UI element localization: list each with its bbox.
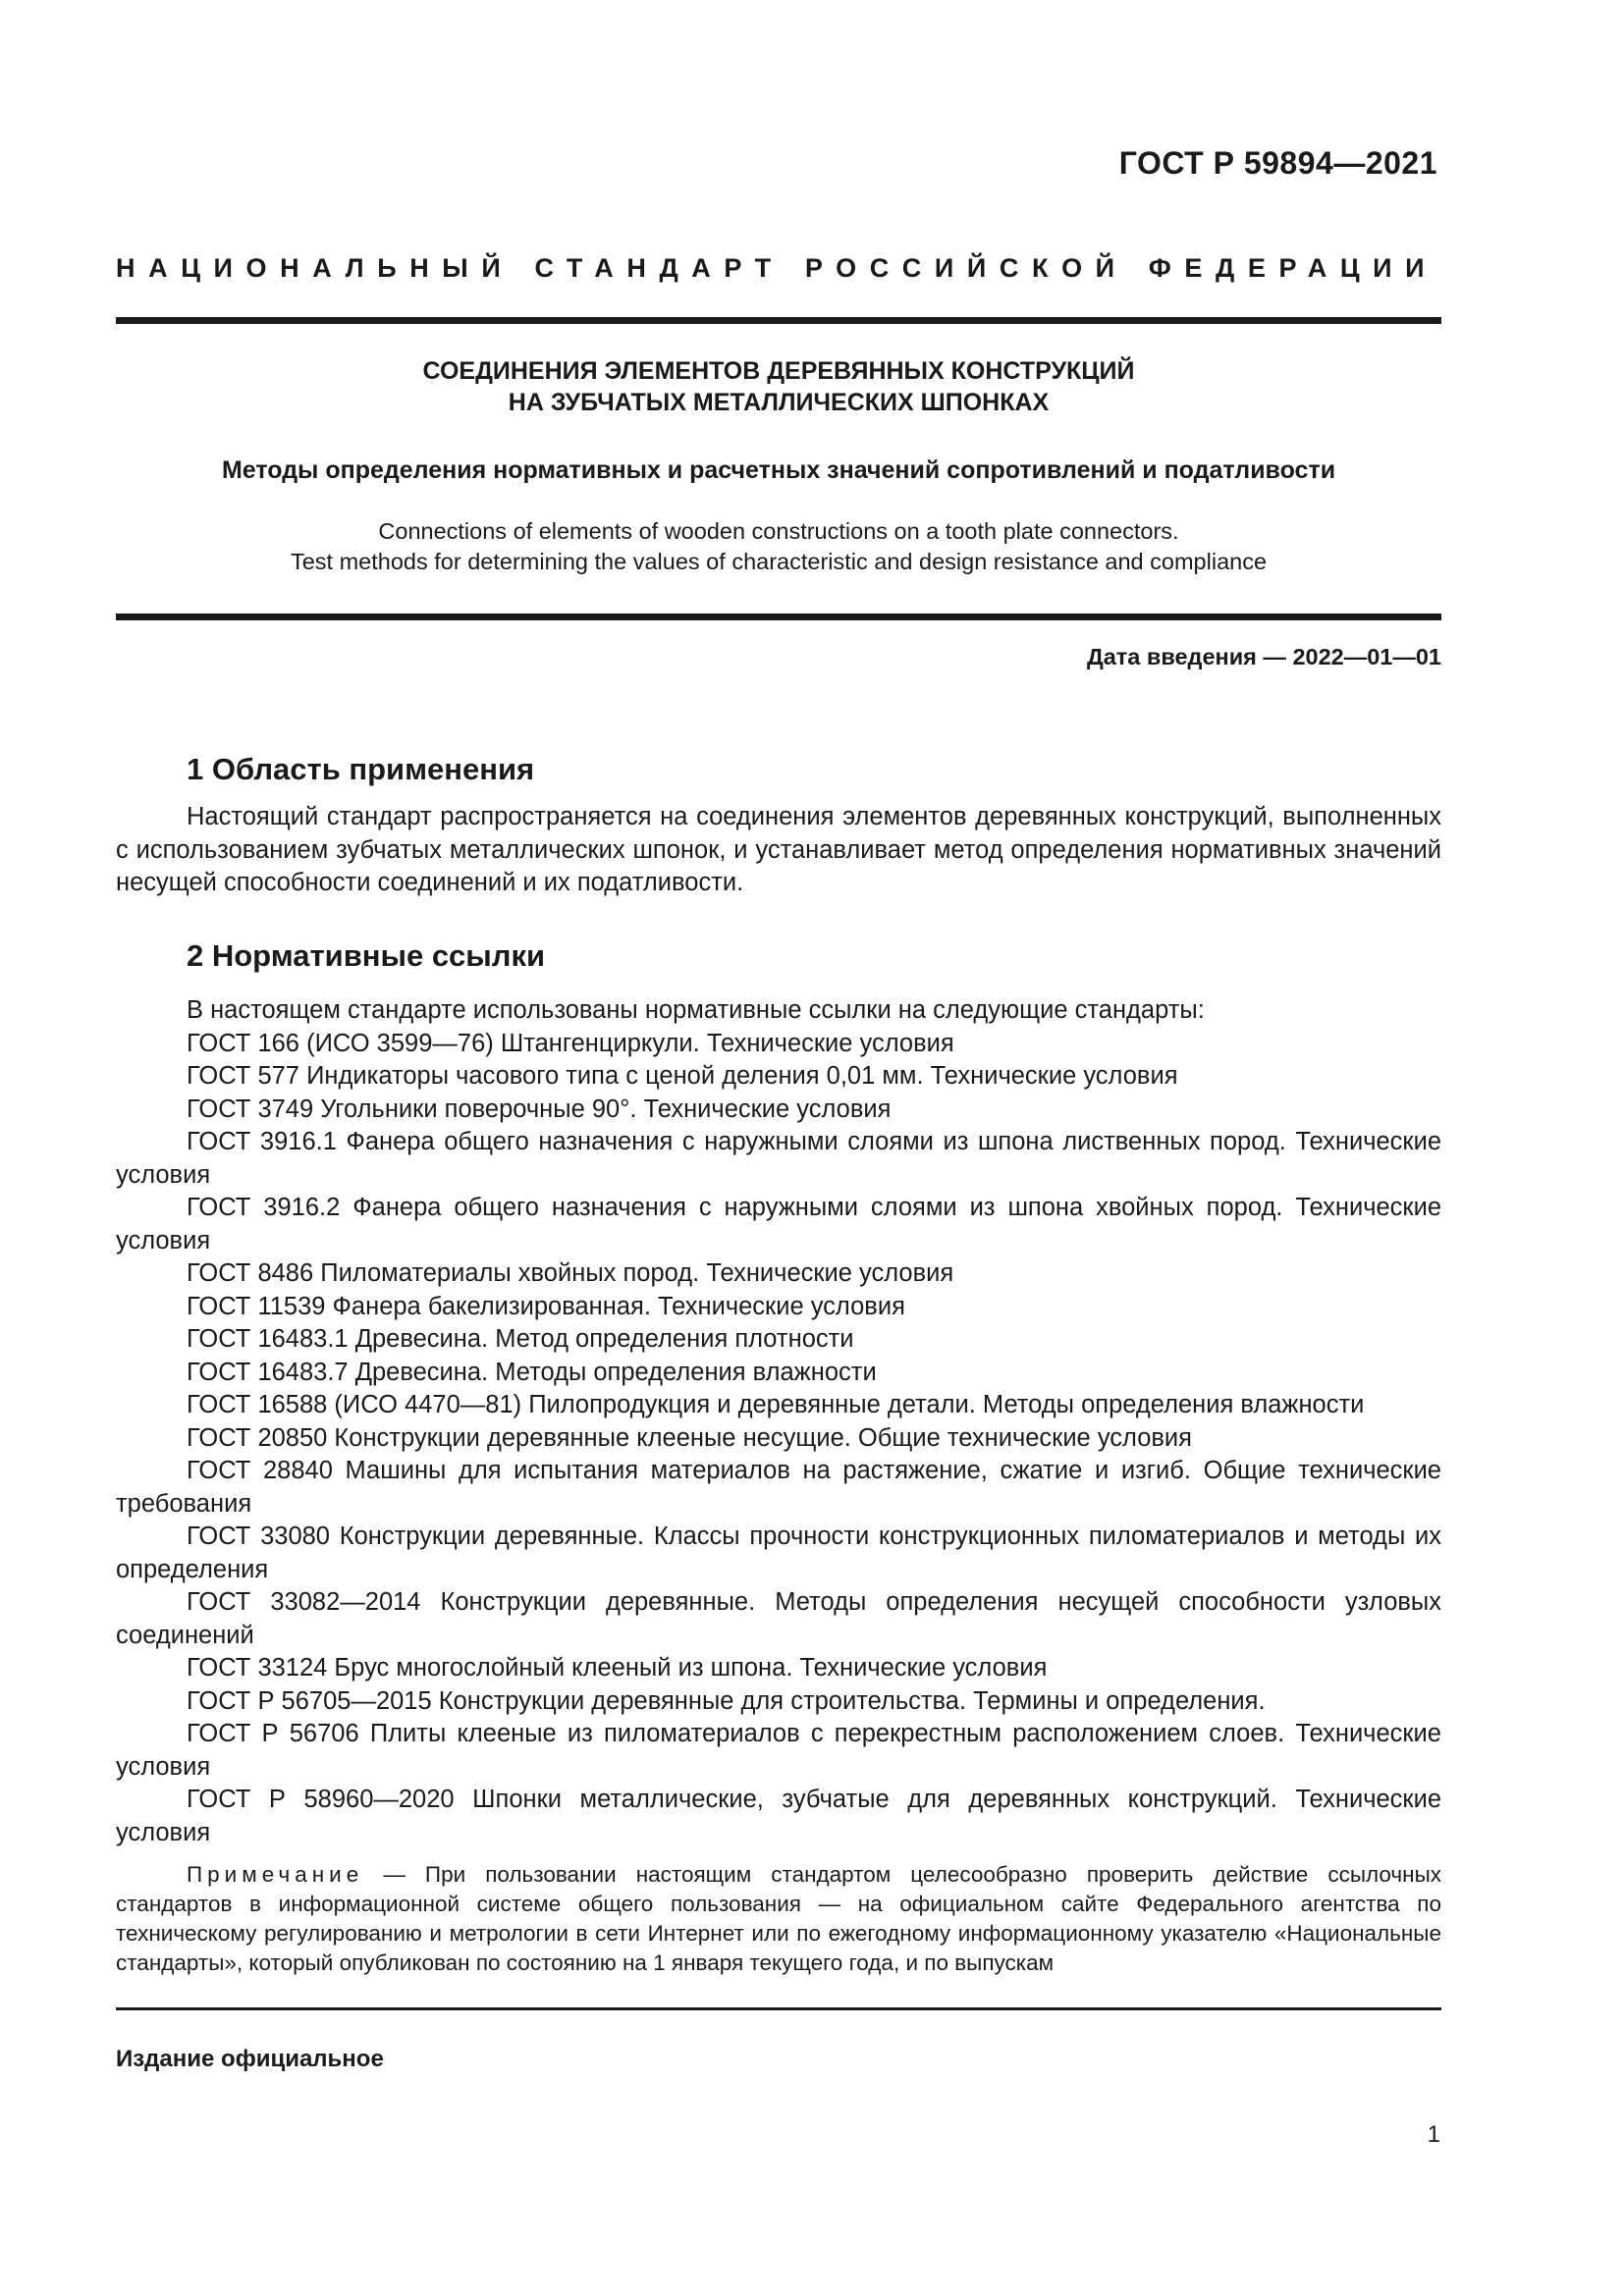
reference-item: ГОСТ Р 56705—2015 Конструкции деревянные для строительства. Термины и определения. [187,1686,1266,1715]
section-1-heading: 1 Область применения [187,752,535,786]
section-1-paragraph: Настоящий стандарт распространяется на соединения элементов деревянных конструкций, выполненных с использованием зубчатых металлических шпонок, и устанавливает метод определения нормативных значений несущей способности соединений и их податливости. [116,803,1441,896]
national-standard-banner: НАЦИОНАЛЬНЫЙ СТАНДАРТ РОССИЙСКОЙ ФЕДЕРАЦИИ [116,253,1438,283]
section-2-heading: 2 Нормативные ссылки [187,938,546,973]
english-title-line-1: Connections of elements of wooden constructions on a tooth plate connectors. [378,518,1179,544]
english-title [116,516,1441,577]
note-paragraph [116,1860,1441,1978]
reference-item: ГОСТ Р 58960—2020 Шпонки металлические, зубчатые для деревянных конструкций. Технические условия [116,1786,1441,1846]
document-code: ГОСТ Р 59894—2021 [1118,145,1437,181]
reference-item: ГОСТ 3749 Угольники поверочные 90°. Технические условия [187,1095,892,1123]
english-title-line-2: Test methods for determining the values of characteristic and design resistance and compliance [290,549,1268,574]
date-introduction: Дата введения — 2022—01—01 [1086,644,1441,669]
document-subtitle: Методы определения нормативных и расчетных значений сопротивлений и податливости [221,456,1336,484]
page-number: 1 [1427,2121,1440,2148]
reference-item: ГОСТ 33124 Брус многослойный клееный из шпона. Технические условия [187,1654,1048,1682]
title-line-2: НА ЗУБЧАТЫХ МЕТАЛЛИЧЕСКИХ ШПОНКАХ [508,389,1050,416]
document-title [116,355,1441,418]
references-intro: В настоящем стандарте использованы нормативные ссылки на следующие стандарты: [187,996,1205,1024]
header-divider [116,317,1441,324]
reference-item: ГОСТ 577 Индикаторы часового типа с ценой деления 0,01 мм. Технические условия [187,1062,1178,1090]
reference-item: ГОСТ 166 (ИСО 3599—76) Штангенциркули. Технические условия [187,1029,954,1057]
reference-item: ГОСТ 11539 Фанера бакелизированная. Технические условия [187,1292,905,1320]
note-text: — При пользовании настоящим стандартом целесообразно проверить действие ссылочных стандартов в информационной системе общего пользования — на официальном сайте Федерального агентства по техническому регулированию и метрологии в сети Интернет или по ежегодному информационному указателю «Национальные стандарты», который опубликован по состоянию на 1 января текущего года, и по выпускам [116,1862,1441,1975]
reference-item: ГОСТ 20850 Конструкции деревянные клееные несущие. Общие технические условия [187,1423,1192,1452]
reference-item: ГОСТ 3916.2 Фанера общего назначения с наружными слоями из шпона хвойных пород. Технические условия [116,1194,1441,1255]
official-edition-label: Издание официальное [116,2046,384,2072]
reference-item: ГОСТ 33080 Конструкции деревянные. Классы прочности конструкционных пиломатериалов и методы их определения [116,1522,1441,1583]
reference-item: ГОСТ 33082—2014 Конструкции деревянные. Методы определения несущей способности узловых соединений [116,1588,1441,1649]
reference-item: ГОСТ Р 56706 Плиты клееные из пиломатериалов с перекрестным расположением слоев. Технические условия [116,1720,1441,1781]
reference-item: ГОСТ 28840 Машины для испытания материалов на растяжение, сжатие и изгиб. Общие технические требования [116,1457,1441,1518]
section-1-body [116,801,1441,900]
title-line-1: СОЕДИНЕНИЯ ЭЛЕМЕНТОВ ДЕРЕВЯННЫХ КОНСТРУКЦИЙ [422,357,1135,385]
title-divider [116,614,1441,620]
footer-divider [116,2007,1441,2010]
reference-item: ГОСТ 3916.1 Фанера общего назначения с наружными слоями из шпона лиственных пород. Технические условия [116,1128,1441,1189]
reference-item: ГОСТ 8486 Пиломатериалы хвойных пород. Технические условия [187,1259,954,1287]
reference-item: ГОСТ 16588 (ИСО 4470—81) Пилопродукция и деревянные детали. Методы определения влажности [187,1391,1365,1418]
reference-item: ГОСТ 16483.7 Древесина. Методы определения влажности [187,1358,877,1386]
normative-references-list [116,994,1441,1849]
note-label: Примечание [187,1862,364,1887]
reference-item: ГОСТ 16483.1 Древесина. Метод определения плотности [187,1325,854,1353]
